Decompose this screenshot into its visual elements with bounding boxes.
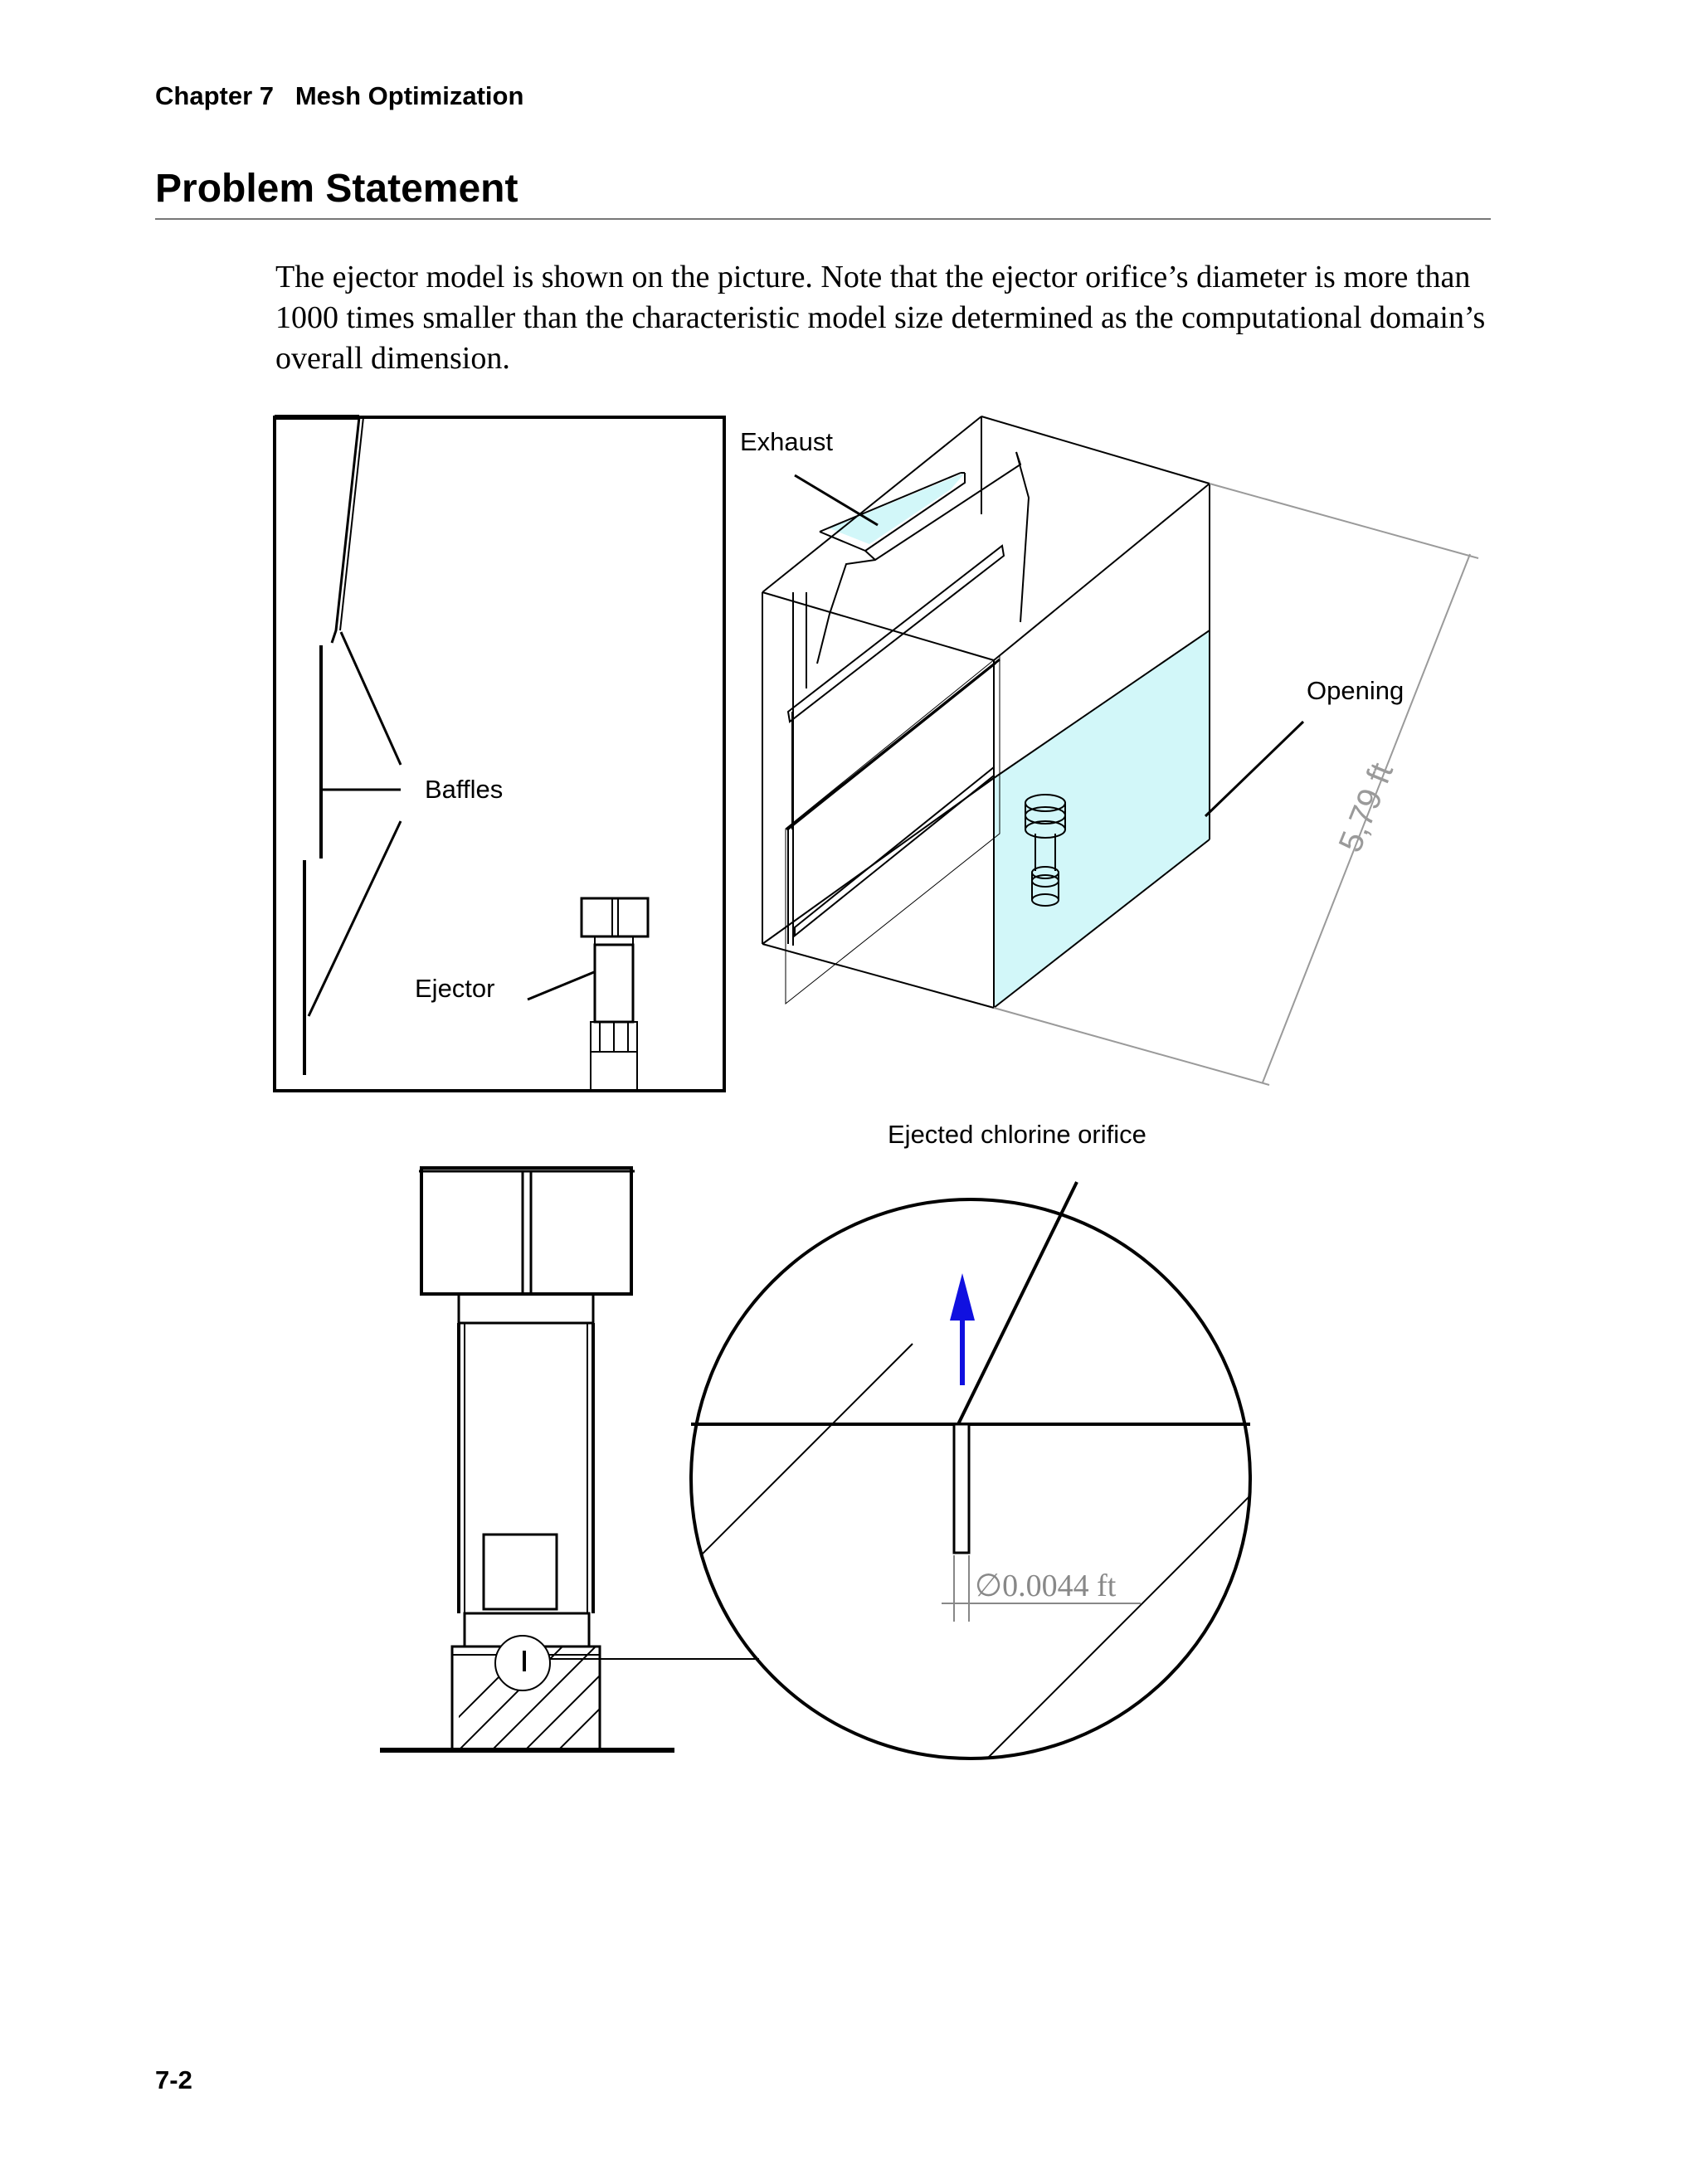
flow-arrow	[950, 1273, 975, 1385]
section-title: Problem Statement	[155, 167, 518, 211]
side-view-ejector	[582, 898, 648, 1091]
label-orifice: Ejected chlorine orifice	[888, 1120, 1146, 1149]
label-opening: Opening	[1307, 676, 1404, 705]
label-exhaust: Exhaust	[740, 427, 834, 456]
label-baffles: Baffles	[425, 775, 504, 804]
diameter-label: ∅0.0044 ft	[975, 1569, 1117, 1603]
dimension-label: 5,79 ft	[1331, 757, 1401, 858]
label-ejector: Ejector	[415, 974, 495, 1003]
page-number: 7-2	[155, 2065, 192, 2094]
orifice-detail-circle	[680, 1182, 1269, 1792]
isometric-diagram	[762, 416, 1478, 1085]
chapter-header: Chapter 7 Mesh Optimization	[155, 81, 524, 110]
side-view-diagram	[275, 417, 724, 1091]
body-paragraph: The ejector model is shown on the picture. Note that the ejector orifice’s diameter is more than 1000 times smaller than the characteristic model size determined as the computational domain’s overall dimension.	[275, 260, 1486, 376]
ejector-section-drawing	[380, 1168, 759, 1758]
